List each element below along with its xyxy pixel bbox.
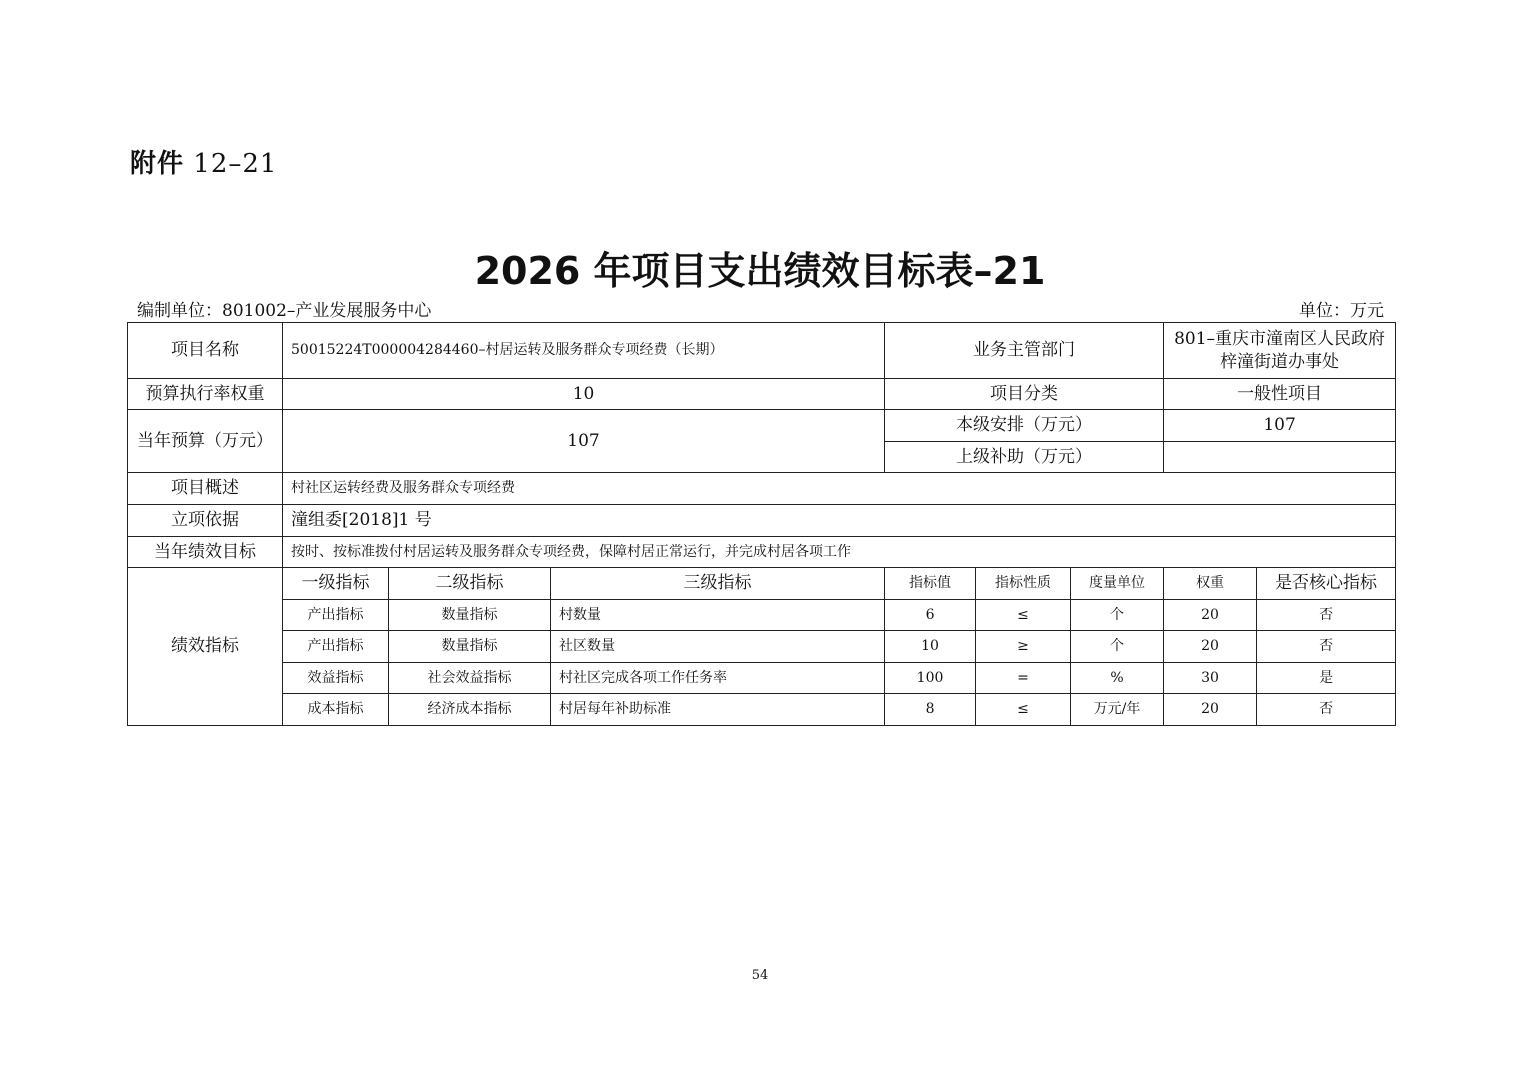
perf-value: 8 <box>885 694 976 726</box>
perf-level2: 社会效益指标 <box>389 663 551 694</box>
perf-unit: 万元/年 <box>1071 694 1164 726</box>
perf-value: 10 <box>885 631 976 663</box>
perf-weight: 20 <box>1164 694 1257 726</box>
perf-core: 否 <box>1257 600 1396 631</box>
attachment-number: 12–21 <box>193 149 278 179</box>
budget-label: 当年预算（万元） <box>128 410 283 473</box>
table-row <box>128 663 1396 694</box>
perf-header-nature: 指标性质 <box>976 568 1071 600</box>
basis-label: 立项依据 <box>128 505 283 537</box>
perf-nature: ≤ <box>976 600 1071 631</box>
perf-header-level1: 一级指标 <box>283 568 389 600</box>
perf-core: 否 <box>1257 694 1396 726</box>
local-arrangement-value: 107 <box>1164 410 1396 442</box>
table-row <box>128 537 1396 568</box>
table-row <box>128 694 1396 726</box>
perf-weight: 20 <box>1164 631 1257 663</box>
perf-unit: % <box>1071 663 1164 694</box>
perf-nature: = <box>976 663 1071 694</box>
upper-subsidy-value <box>1164 442 1396 473</box>
perf-unit: 个 <box>1071 631 1164 663</box>
supervisor-value: 801–重庆市潼南区人民政府梓潼街道办事处 <box>1164 323 1396 379</box>
document-title: 2026 年项目支出绩效目标表–21 <box>474 249 1046 293</box>
perf-value: 6 <box>885 600 976 631</box>
perf-level2: 数量指标 <box>389 600 551 631</box>
perf-weight: 30 <box>1164 663 1257 694</box>
perf-header-row <box>128 568 1396 600</box>
page-number: 54 <box>751 968 769 983</box>
perf-indicators-label: 绩效指标 <box>128 568 283 726</box>
category-label: 项目分类 <box>885 379 1164 410</box>
perf-header-level2: 二级指标 <box>389 568 551 600</box>
goal-label: 当年绩效目标 <box>128 537 283 568</box>
weight-value: 10 <box>283 379 885 410</box>
perf-level1: 效益指标 <box>283 663 389 694</box>
perf-header-weight: 权重 <box>1164 568 1257 600</box>
basis-value: 潼组委[2018]1 号 <box>283 505 1396 537</box>
perf-level3: 村数量 <box>551 600 885 631</box>
perf-weight: 20 <box>1164 600 1257 631</box>
supervisor-label: 业务主管部门 <box>885 323 1164 379</box>
perf-level3: 社区数量 <box>551 631 885 663</box>
perf-nature: ≥ <box>976 631 1071 663</box>
table-row <box>128 410 1396 442</box>
table-row <box>128 600 1396 631</box>
project-name-value: 50015224T000004284460–村居运转及服务群众专项经费（长期） <box>283 323 885 379</box>
attachment-label <box>130 143 277 180</box>
perf-level3: 村社区完成各项工作任务率 <box>551 663 885 694</box>
perf-header-level3: 三级指标 <box>551 568 885 600</box>
weight-label: 预算执行率权重 <box>128 379 283 410</box>
table-row <box>128 379 1396 410</box>
budget-value: 107 <box>283 410 885 473</box>
perf-header-value: 指标值 <box>885 568 976 600</box>
overview-value: 村社区运转经费及服务群众专项经费 <box>283 473 1396 505</box>
perf-value: 100 <box>885 663 976 694</box>
table-row <box>128 631 1396 663</box>
table-row <box>128 473 1396 505</box>
perf-unit: 个 <box>1071 600 1164 631</box>
perf-level2: 经济成本指标 <box>389 694 551 726</box>
project-name-label: 项目名称 <box>128 323 283 379</box>
currency-unit: 单位：万元 <box>1299 301 1384 321</box>
overview-label: 项目概述 <box>128 473 283 505</box>
table-row <box>128 505 1396 537</box>
perf-core: 是 <box>1257 663 1396 694</box>
perf-core: 否 <box>1257 631 1396 663</box>
perf-nature: ≤ <box>976 694 1071 726</box>
goal-value: 按时、按标准拨付村居运转及服务群众专项经费，保障村居正常运行，并完成村居各项工作 <box>283 537 1396 568</box>
perf-level1: 产出指标 <box>283 600 389 631</box>
perf-level2: 数量指标 <box>389 631 551 663</box>
perf-level1: 成本指标 <box>283 694 389 726</box>
local-arrangement-label: 本级安排（万元） <box>885 410 1164 442</box>
perf-header-core: 是否核心指标 <box>1257 568 1396 600</box>
perf-level3: 村居每年补助标准 <box>551 694 885 726</box>
perf-level1: 产出指标 <box>283 631 389 663</box>
performance-target-table <box>127 322 1396 726</box>
table-row <box>128 323 1396 379</box>
attachment-prefix: 附件 <box>130 149 185 179</box>
perf-header-unit: 度量单位 <box>1071 568 1164 600</box>
upper-subsidy-label: 上级补助（万元） <box>885 442 1164 473</box>
compiling-unit: 编制单位：801002–产业发展服务中心 <box>137 301 432 321</box>
category-value: 一般性项目 <box>1164 379 1396 410</box>
